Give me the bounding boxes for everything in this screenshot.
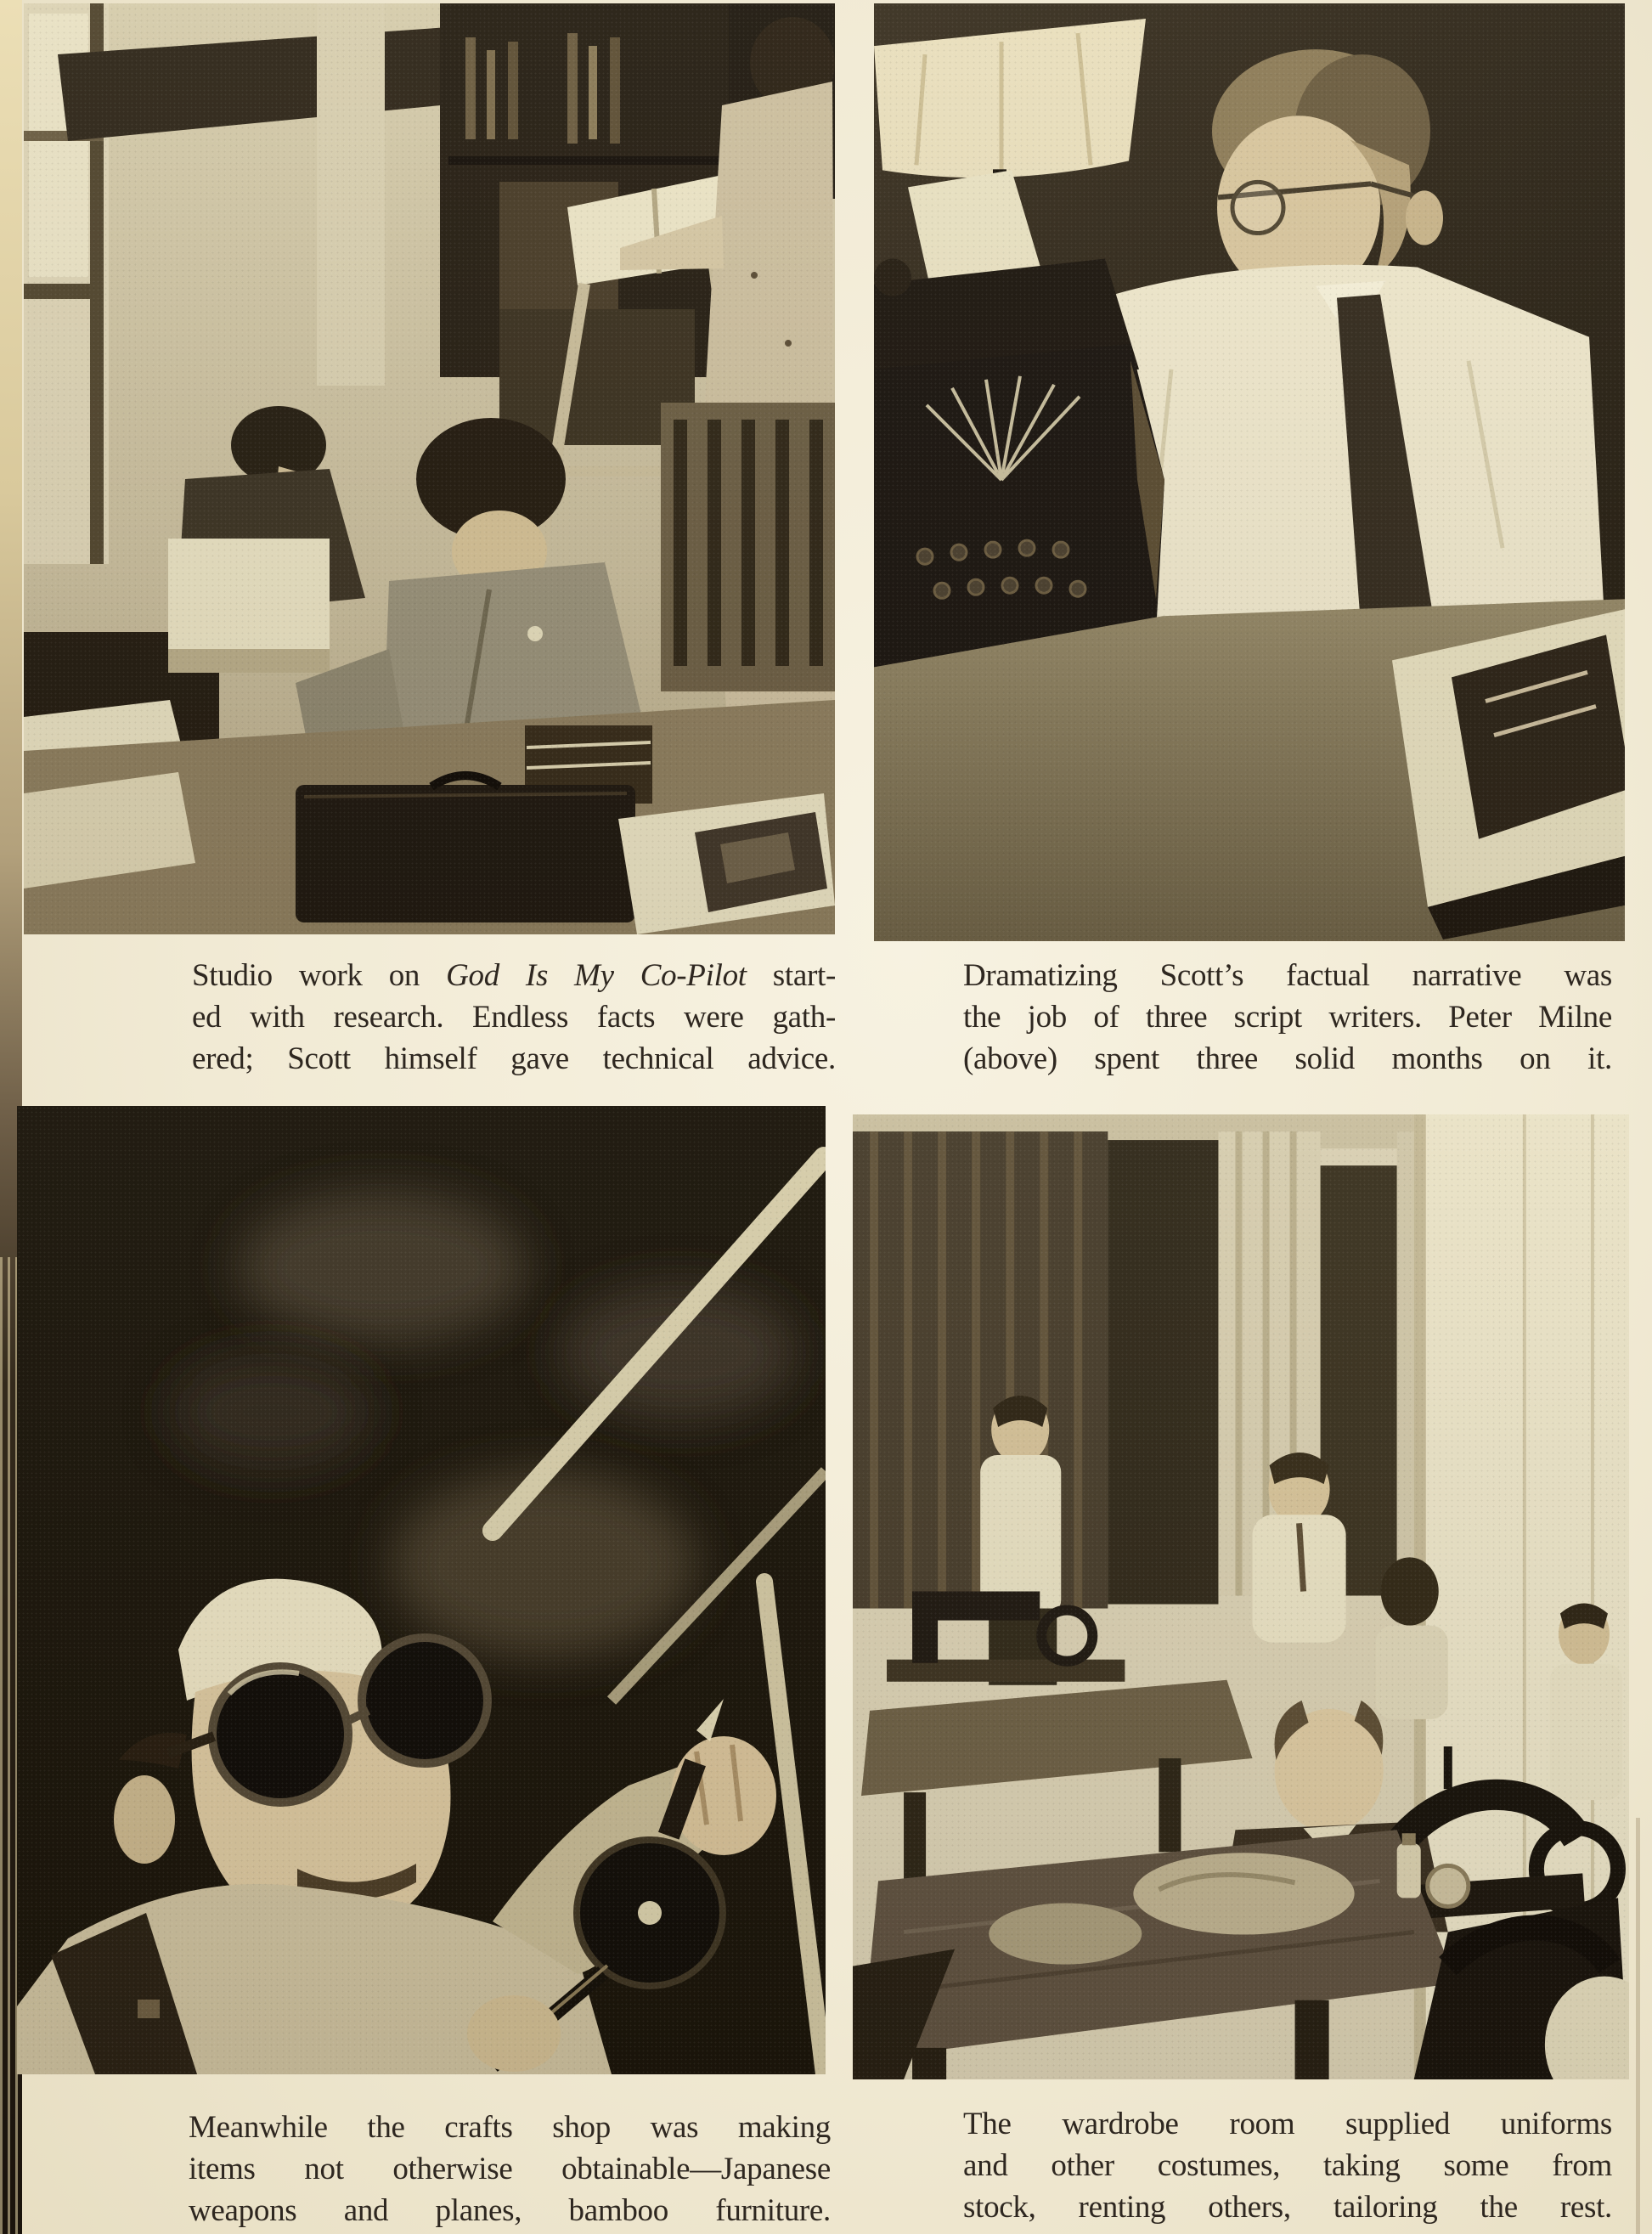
caption-line [963, 2103, 1612, 2145]
caption-text-segment: Studio work on [192, 958, 447, 993]
caption-line [963, 2145, 1612, 2186]
caption-text-segment: items not otherwise obtainable—Japanese [189, 2152, 831, 2186]
photo-crafts-shop-welder [17, 1106, 826, 2074]
caption-text-segment: (above) spent three solid months on it. [963, 1041, 1612, 1076]
caption-line [192, 996, 836, 1038]
caption-text-segment: stock, renting others, tailoring the rest. [963, 2190, 1612, 2225]
caption-line [192, 955, 836, 996]
caption-line [963, 996, 1612, 1038]
caption-line [189, 2107, 831, 2148]
caption-title-italic: God Is My Co-Pilot [446, 958, 747, 993]
wardrobe-room-illustration [853, 1114, 1629, 2079]
caption-line [963, 955, 1612, 996]
photo-research-office [24, 3, 835, 934]
caption-text-segment: the job of three script writers. Peter Milne [963, 1000, 1612, 1035]
wall-pillar [317, 3, 385, 386]
chair-right [661, 403, 835, 691]
caption-line [189, 2148, 831, 2190]
caption-line [189, 2190, 831, 2231]
photo-wardrobe-room [853, 1114, 1629, 2079]
caption-text-segment: ed with research. Endless facts were gath- [192, 1000, 836, 1035]
caption-text-segment: Dramatizing Scott’s factual narrative was [963, 958, 1612, 993]
script-writer-illustration [874, 3, 1625, 941]
caption-text-segment: ered; Scott himself gave technical advice. [192, 1041, 836, 1076]
white-box-on-desk [168, 539, 330, 673]
caption-text-segment: Meanwhile the crafts shop was making [189, 2110, 831, 2145]
caption-text-segment: The wardrobe room supplied uniforms [963, 2107, 1612, 2141]
caption-research-office [192, 955, 836, 1080]
books-on-desk [1392, 609, 1625, 939]
caption-text-segment: start- [746, 958, 836, 993]
caption-text-segment: weapons and planes, bamboo furniture. [189, 2193, 831, 2228]
photo-script-writer [874, 3, 1625, 941]
welder-illustration [17, 1106, 826, 2074]
caption-line [192, 1038, 836, 1080]
caption-script-writer [963, 955, 1612, 1080]
page-edge-line [1636, 1818, 1640, 2234]
research-office-illustration [24, 3, 835, 934]
caption-wardrobe-room [963, 2103, 1612, 2228]
caption-line [963, 1038, 1612, 1080]
caption-crafts-shop [189, 2107, 831, 2231]
caption-text-segment: and other costumes, taking some from [963, 2148, 1612, 2183]
caption-line [963, 2186, 1612, 2228]
